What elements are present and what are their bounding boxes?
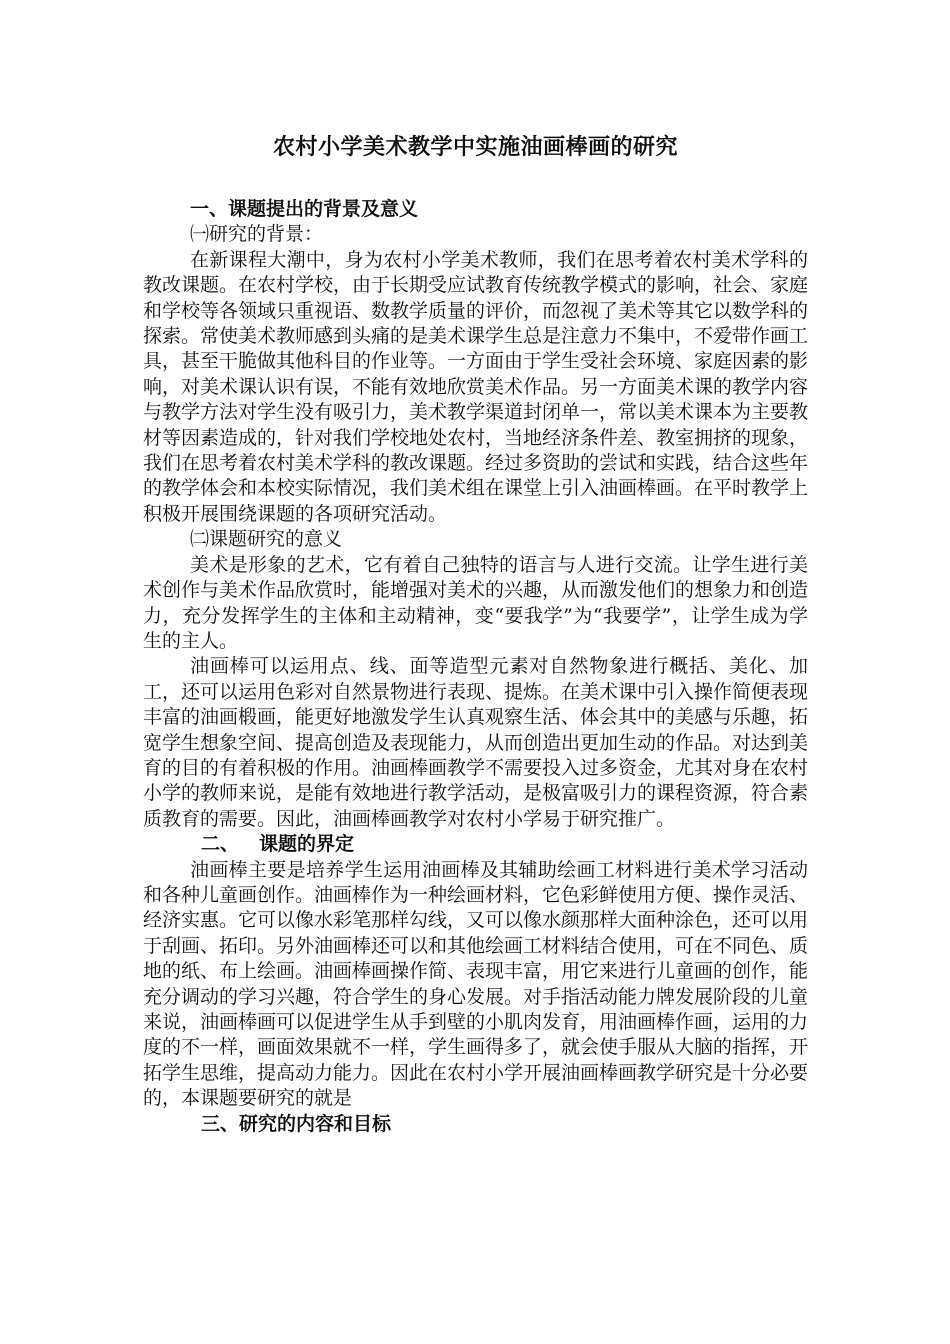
section1-heading: 一、课题提出的背景及意义	[190, 198, 419, 220]
section2-heading	[143, 832, 808, 857]
section1-paragraph-2: 美术是形象的艺术，它有着自己独特的语言与人进行交流。让学生进行美术创作与美术作品欣赏时，能增强对美术的兴趣，从而激发他们的想象力和创造力，充分发挥学生的主体和主动精神，变“要我学”为“我要学”，让学生成为学生的主人。	[143, 553, 809, 652]
section1-paragraph-3: 油画棒可以运用点、线、面等造型元素对自然物象进行概括、美化、加工，还可以运用色彩对自然景物进行表现、提炼。在美术课中引入操作简便表现丰富的油画椴画，能更好地激发学生认真观察生活、体会其中的美感与乐趣，拓宽学生想象空间、提高创造及表现能力，从而创造出更加生动的作品。对达到美育的目的有着积极的作用。油画棒画教学不需要投入过多资金，尤其对身在农村小学的教师来说，是能有效地进行教学活动，是极富吸引力的课程资源，符合素质教育的需要。因此，油画棒画教学对农村小学易于研究推广。	[143, 655, 809, 830]
section1-paragraph-1: 在新课程大潮中，身为农村小学美术教师，我们在思考着农村美术学科的教改课题。在农村学校，由于长期受应试教育传统教学模式的影响，社会、家庭和学校等各领域只重视语、数教学质量的评价，而忽视了美术等其它以数学科的探索。常使美术教师感到头痛的是美术课学生总是注意力不集中，不爱带作画工具，甚至干脆做其他科目的作业等。一方面由于学生受社会环境、家庭因素的影响，对美术课认识有误，不能有效地欣赏美术作品。另一方面美术课的教学内容与教学方法对学生没有吸引力，美术教学渠道封闭单一，常以美术课本为主要教材等因素造成的，针对我们学校地处农村，当地经济条件差、教室拥挤的现象，我们在思考着农村美术学科的教改课题。经过多资助的尝试和实践，结合这些年的教学体会和本校实际情况，我们美术组在课堂上引入油画棒画。在平时教学上积极开展围绕课题的各项研究活动。	[143, 248, 809, 525]
section2-number: 二、	[201, 833, 240, 856]
section3-heading: 三、研究的内容和目标	[201, 1112, 392, 1135]
section2-paragraph: 油画棒主要是培养学生运用油画棒及其辅助绘画工材料进行美术学习活动和各种儿童画创作。油画棒作为一种绘画材料，它色彩鲜使用方便、操作灵活、经济实惠。它可以像水彩笔那样勾线，又可以像水颜那样大面种涂色，还可以用于刮画、拓印。另外油画棒还可以和其他绘画工材料结合使用，可在不同色、质地的纸、布上绘画。油画棒画操作简、表现丰富，用它来进行儿童画的创作，能充分调动的学习兴趣，符合学生的身心发展。对手指活动能力牌发展阶段的儿童来说，油画棒画可以促进学生从手到壁的小肌肉发育，用油画棒作画，运用的力度的不一样，画面效果就不一样，学生画得多了，就会使手服从大脑的指挥，开拓学生思维，提高动力能力。因此在农村小学开展油画棒画教学研究是十分必要的，本课题要研究的就是	[143, 858, 809, 1110]
document-body	[143, 197, 808, 1137]
section1-sub1-heading: ㈠研究的背景：	[190, 223, 324, 246]
section2-heading-text: 课题的界定	[259, 833, 355, 856]
section1-sub2-heading: ㈡课题研究的意义	[190, 528, 343, 551]
document-title: 农村小学美术教学中实施油画棒画的研究	[272, 135, 678, 160]
